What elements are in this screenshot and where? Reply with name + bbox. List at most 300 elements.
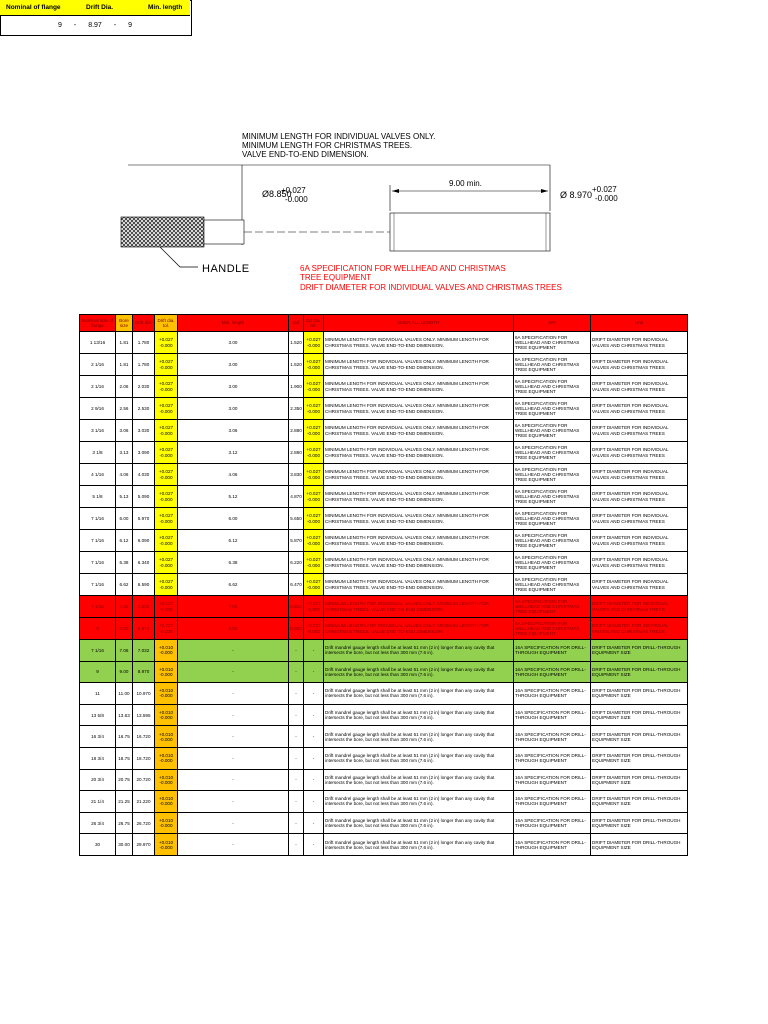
cell-minlength: -	[178, 769, 289, 791]
cell-dd: 2.880	[289, 420, 304, 442]
cell-dd-tol: +0.027 -0.000	[304, 618, 324, 640]
cell-drift-tol: +0.027 -0.000	[155, 574, 178, 596]
col-header-bore: Bore size	[116, 315, 133, 332]
cell-api: 16A SPECIFICATION FOR DRILL-THROUGH EQUIPMENT	[514, 791, 591, 813]
cell-api: 16A SPECIFICATION FOR DRILL-THROUGH EQUIPMENT	[514, 661, 591, 683]
cell-drift: 8.970	[133, 618, 155, 640]
table-row	[80, 618, 688, 640]
cell-api: 6A SPECIFICATION FOR WELLHEAD AND CHRISTMAS TREE EQUIPMENT	[514, 574, 591, 596]
cell-nominal: 21 1/4	[80, 791, 116, 813]
cell-bore: 4.06	[116, 464, 133, 486]
drift-body	[390, 213, 550, 251]
cell-nominal: 16 3/4	[80, 726, 116, 748]
cell-api: 6A SPECIFICATION FOR WELLHEAD AND CHRISTMAS TREE EQUIPMENT	[514, 420, 591, 442]
cell-drift-tol: +0.010 -0.000	[155, 834, 178, 856]
cell-drift: 3.030	[133, 420, 155, 442]
cell-dd: -	[289, 769, 304, 791]
table-row	[80, 398, 688, 420]
cell-drift: 1.780	[133, 332, 155, 354]
cell-bore: 7.06	[116, 596, 133, 618]
cell-drift-tol: +0.027 -0.000	[155, 508, 178, 530]
cell-drift-tol: +0.010 -0.000	[155, 661, 178, 683]
cell-dd-tol: +0.027 -0.000	[304, 596, 324, 618]
summary-header-minlength: Min. length	[148, 4, 183, 11]
cell-oal: Drift mandrel gauge length shall be at least 51 mm (2 in) longer than any cavity that intersects the bore, but not less than 300 mm (7.6 in).	[324, 769, 514, 791]
cell-dd: -	[289, 640, 304, 662]
cell-drift: 3.090	[133, 442, 155, 464]
cell-drift: 7.030	[133, 596, 155, 618]
cell-api: 16A SPECIFICATION FOR DRILL-THROUGH EQUIPMENT	[514, 704, 591, 726]
cell-nominal: 7 1/16	[80, 596, 116, 618]
cell-dd: 2.350	[289, 398, 304, 420]
summary-sep-1: -	[73, 21, 77, 29]
drawing-note-1: MINIMUM LENGTH FOR INDIVIDUAL VALVES ONLY.	[242, 132, 436, 141]
cell-minlength: 4.06	[178, 464, 289, 486]
table-row	[80, 683, 688, 705]
left-tolerance: +0.027 -0.000	[281, 186, 308, 204]
cell-unit: DRIFT DIAMETER FOR INDIVIDUAL VALVES AND CHRISTMAS TREES	[591, 332, 688, 354]
cell-drift-tol: +0.010 -0.000	[155, 812, 178, 834]
cell-bore: 7.06	[116, 640, 133, 662]
cell-minlength: 3.00	[178, 398, 289, 420]
cell-bore: 2.06	[116, 376, 133, 398]
cell-drift-tol: +0.027 -0.000	[155, 464, 178, 486]
cell-drift: 2.530	[133, 398, 155, 420]
cell-drift: 10.970	[133, 683, 155, 705]
cell-dd-tol: +0.027 -0.000	[304, 398, 324, 420]
cell-dd-tol: -	[304, 834, 324, 856]
cell-api: 6A SPECIFICATION FOR WELLHEAD AND CHRISTMAS TREE EQUIPMENT	[514, 486, 591, 508]
cell-drift: 6.590	[133, 574, 155, 596]
cell-unit: DRIFT DIAMETER FOR INDIVIDUAL VALVES AND CHRISTMAS TREES	[591, 530, 688, 552]
handle-shaft	[204, 220, 244, 244]
cell-dd: 5.650	[289, 508, 304, 530]
summary-sep-2: -	[113, 21, 117, 29]
cell-nominal: 1 13/16	[80, 332, 116, 354]
col-header-api: API	[514, 315, 591, 332]
cell-minlength: -	[178, 834, 289, 856]
cell-unit: DRIFT DIAMETER FOR INDIVIDUAL VALVES AND CHRISTMAS TREES	[591, 618, 688, 640]
drawing-note-2: MINIMUM LENGTH FOR CHRISTMAS TREES.	[242, 141, 413, 150]
cell-oal: Drift mandrel gauge length shall be at least 51 mm (2 in) longer than any cavity that intersects the bore, but not less than 300 mm (7.6 in).	[324, 726, 514, 748]
summary-header-nominal: Nominal of flange	[6, 4, 61, 11]
cell-nominal: 13 5/8	[80, 704, 116, 726]
cell-dd: -	[289, 834, 304, 856]
cell-dd: 6.220	[289, 552, 304, 574]
cell-unit: DRIFT DIAMETER FOR INDIVIDUAL VALVES AND CHRISTMAS TREES	[591, 354, 688, 376]
cell-dd: 8.850	[289, 618, 304, 640]
cell-bore: 9.00	[116, 618, 133, 640]
cell-dd: -	[289, 791, 304, 813]
cell-oal: MINIMUM LENGTH FOR INDIVIDUAL VALVES ONLY. MINIMUM LENGTH FOR CHRISTMAS TREES. VALVE END-TO-END DIMENSION.	[324, 574, 514, 596]
cell-oal: MINIMUM LENGTH FOR INDIVIDUAL VALVES ONLY. MINIMUM LENGTH FOR CHRISTMAS TREES. VALVE END-TO-END DIMENSION.	[324, 508, 514, 530]
cell-oal: Drift mandrel gauge length shall be at least 51 mm (2 in) longer than any cavity that intersects the bore, but not less than 300 mm (7.6 in).	[324, 640, 514, 662]
cell-bore: 16.75	[116, 726, 133, 748]
cell-drift: 29.970	[133, 834, 155, 856]
summary-value-nominal: 9	[57, 21, 62, 29]
cell-nominal: 2 9/16	[80, 398, 116, 420]
cell-minlength: -	[178, 704, 289, 726]
cell-bore: 6.38	[116, 552, 133, 574]
cell-drift: 2.030	[133, 376, 155, 398]
diameter-symbol-icon: Ø	[262, 189, 270, 199]
cell-dd-tol: +0.027 -0.000	[304, 530, 324, 552]
cell-oal: MINIMUM LENGTH FOR INDIVIDUAL VALVES ONLY. MINIMUM LENGTH FOR CHRISTMAS TREES. VALVE END-TO-END DIMENSION.	[324, 486, 514, 508]
table-row	[80, 332, 688, 354]
cell-oal: MINIMUM LENGTH FOR INDIVIDUAL VALVES ONLY. MINIMUM LENGTH FOR CHRISTMAS TREES. VALVE END-TO-END DIMENSION.	[324, 332, 514, 354]
cell-api: 6A SPECIFICATION FOR WELLHEAD AND CHRISTMAS TREE EQUIPMENT	[514, 442, 591, 464]
cell-dd-tol: +0.027 -0.000	[304, 332, 324, 354]
cell-unit: DRIFT DIAMETER FOR DRILL-THROUGH EQUIPMENT SIZE	[591, 769, 688, 791]
table-row	[80, 530, 688, 552]
cell-api: 6A SPECIFICATION FOR WELLHEAD AND CHRISTMAS TREE EQUIPMENT	[514, 354, 591, 376]
cell-unit: DRIFT DIAMETER FOR DRILL-THROUGH EQUIPMENT SIZE	[591, 834, 688, 856]
cell-oal: Drift mandrel gauge length shall be at least 51 mm (2 in) longer than any cavity that intersects the bore, but not less than 300 mm (7.6 in).	[324, 661, 514, 683]
spec-title: 6A SPECIFICATION FOR WELLHEAD AND CHRISTMAS TREE EQUIPMENT	[300, 264, 506, 282]
cell-dd: 1.520	[289, 354, 304, 376]
cell-unit: DRIFT DIAMETER FOR DRILL-THROUGH EQUIPMENT SIZE	[591, 661, 688, 683]
cell-nominal: 18 3/4	[80, 747, 116, 769]
cell-dd: 6.470	[289, 574, 304, 596]
cell-bore: 13.63	[116, 704, 133, 726]
cell-nominal: 9	[80, 661, 116, 683]
cell-bore: 30.00	[116, 834, 133, 856]
table-row	[80, 791, 688, 813]
cell-api: 16A SPECIFICATION FOR DRILL-THROUGH EQUIPMENT	[514, 834, 591, 856]
table-row	[80, 769, 688, 791]
cell-oal: MINIMUM LENGTH FOR INDIVIDUAL VALVES ONLY. MINIMUM LENGTH FOR CHRISTMAS TREES. VALVE END-TO-END DIMENSION.	[324, 464, 514, 486]
cell-dd: 2.880	[289, 442, 304, 464]
cell-dd-tol: +0.027 -0.000	[304, 574, 324, 596]
col-header-dd-tol: Dd dia. tol.	[304, 315, 324, 332]
cell-dd-tol: -	[304, 704, 324, 726]
cell-oal: Drift mandrel gauge length shall be at least 51 mm (2 in) longer than any cavity that intersects the bore, but not less than 300 mm (7.6 in).	[324, 791, 514, 813]
cell-nominal: 30	[80, 834, 116, 856]
table-header-row	[80, 315, 688, 332]
length-label: 9.00 min.	[449, 179, 482, 188]
cell-nominal: 3 1/16	[80, 420, 116, 442]
cell-nominal: 4 1/16	[80, 464, 116, 486]
cell-dd: -	[289, 812, 304, 834]
cell-minlength: 3.12	[178, 442, 289, 464]
cell-unit: DRIFT DIAMETER FOR INDIVIDUAL VALVES AND CHRISTMAS TREES	[591, 442, 688, 464]
cell-minlength: 6.38	[178, 552, 289, 574]
table-row	[80, 747, 688, 769]
table-row	[80, 812, 688, 834]
cell-nominal: 7 1/16	[80, 574, 116, 596]
col-header-unit: Unit	[591, 315, 688, 332]
cell-bore: 9.00	[116, 661, 133, 683]
cell-dd-tol: -	[304, 791, 324, 813]
summary-header	[0, 0, 190, 16]
cell-api: 6A SPECIFICATION FOR WELLHEAD AND CHRISTMAS TREE EQUIPMENT	[514, 530, 591, 552]
cell-unit: DRIFT DIAMETER FOR DRILL-THROUGH EQUIPMENT SIZE	[591, 726, 688, 748]
cell-minlength: 3.00	[178, 354, 289, 376]
cell-drift-tol: +0.010 -0.000	[155, 791, 178, 813]
cell-drift-tol: +0.027 -0.000	[155, 332, 178, 354]
cell-oal: MINIMUM LENGTH FOR INDIVIDUAL VALVES ONLY. MINIMUM LENGTH FOR CHRISTMAS TREES. VALVE END-TO-END DIMENSION.	[324, 398, 514, 420]
cell-oal: Drift mandrel gauge length shall be at least 51 mm (2 in) longer than any cavity that intersects the bore, but not less than 300 mm (7.6 in).	[324, 704, 514, 726]
cell-drift: 7.032	[133, 640, 155, 662]
cell-dd-tol: +0.027 -0.000	[304, 486, 324, 508]
summary-box	[0, 0, 192, 36]
cell-api: 16A SPECIFICATION FOR DRILL-THROUGH EQUIPMENT	[514, 683, 591, 705]
cell-nominal: 3 1/8	[80, 442, 116, 464]
table-row	[80, 354, 688, 376]
cell-bore: 1.81	[116, 354, 133, 376]
cell-dd-tol: +0.027 -0.000	[304, 420, 324, 442]
cell-oal: MINIMUM LENGTH FOR INDIVIDUAL VALVES ONLY. MINIMUM LENGTH FOR CHRISTMAS TREES. VALVE END-TO-END DIMENSION.	[324, 354, 514, 376]
cell-api: 16A SPECIFICATION FOR DRILL-THROUGH EQUIPMENT	[514, 747, 591, 769]
cell-minlength: -	[178, 812, 289, 834]
drift-spec-table	[79, 314, 688, 856]
table-row	[80, 661, 688, 683]
table-row	[80, 376, 688, 398]
cell-dd-tol: -	[304, 812, 324, 834]
cell-nominal: 7 1/16	[80, 552, 116, 574]
cell-oal: Drift mandrel gauge length shall be at least 51 mm (2 in) longer than any cavity that intersects the bore, but not less than 300 mm (7.6 in).	[324, 747, 514, 769]
cell-oal: MINIMUM LENGTH FOR INDIVIDUAL VALVES ONLY. MINIMUM LENGTH FOR CHRISTMAS TREES. VALVE END-TO-END DIMENSION.	[324, 376, 514, 398]
col-header-dd: Dd	[289, 315, 304, 332]
cell-unit: DRIFT DIAMETER FOR DRILL-THROUGH EQUIPMENT SIZE	[591, 747, 688, 769]
cell-dd: -	[289, 661, 304, 683]
cell-oal: MINIMUM LENGTH FOR INDIVIDUAL VALVES ONLY. MINIMUM LENGTH FOR CHRISTMAS TREES. VALVE END-TO-END DIMENSION.	[324, 442, 514, 464]
cell-api: 6A SPECIFICATION FOR WELLHEAD AND CHRISTMAS TREE EQUIPMENT	[514, 508, 591, 530]
cell-dd: -	[289, 704, 304, 726]
cell-drift: 5.090	[133, 486, 155, 508]
col-header-drift: Drift dia.	[133, 315, 155, 332]
cell-minlength: 7.06	[178, 596, 289, 618]
cell-bore: 1.81	[116, 332, 133, 354]
cell-drift-tol: +0.027 -0.000	[155, 618, 178, 640]
cell-minlength: -	[178, 726, 289, 748]
cell-dd-tol: +0.027 -0.000	[304, 508, 324, 530]
drawing-note-3: VALVE END-TO-END DIMENSION.	[242, 150, 369, 159]
cell-drift-tol: +0.010 -0.000	[155, 704, 178, 726]
cell-oal: MINIMUM LENGTH FOR INDIVIDUAL VALVES ONLY. MINIMUM LENGTH FOR CHRISTMAS TREES. VALVE END-TO-END DIMENSION.	[324, 420, 514, 442]
cell-drift-tol: +0.010 -0.000	[155, 640, 178, 662]
col-header-oal: OVER ALL LENGTH	[324, 315, 514, 332]
table-row	[80, 552, 688, 574]
cell-bore: 3.06	[116, 420, 133, 442]
cell-bore: 26.75	[116, 812, 133, 834]
right-tolerance: +0.027 -0.000	[592, 185, 618, 203]
cell-bore: 6.12	[116, 530, 133, 552]
cell-minlength: 3.00	[178, 332, 289, 354]
cell-drift-tol: +0.027 -0.000	[155, 596, 178, 618]
col-header-nominal: Nominal size of flange	[80, 315, 116, 332]
cell-minlength: 5.12	[178, 486, 289, 508]
cell-drift: 5.970	[133, 508, 155, 530]
cell-minlength: 6.12	[178, 530, 289, 552]
drift-diameter-title: DRIFT DIAMETER FOR INDIVIDUAL VALVES AND CHRISTMAS TREES	[300, 283, 562, 292]
cell-unit: DRIFT DIAMETER FOR INDIVIDUAL VALVES AND CHRISTMAS TREES	[591, 508, 688, 530]
cell-nominal: 7 1/16	[80, 640, 116, 662]
table-row	[80, 508, 688, 530]
cell-bore: 11.00	[116, 683, 133, 705]
cell-oal: MINIMUM LENGTH FOR INDIVIDUAL VALVES ONLY. MINIMUM LENGTH FOR CHRISTMAS TREES. VALVE END-TO-END DIMENSION.	[324, 596, 514, 618]
cell-drift-tol: +0.027 -0.000	[155, 420, 178, 442]
cell-bore: 6.00	[116, 508, 133, 530]
handle-leader-line	[160, 247, 198, 267]
cell-bore: 18.75	[116, 747, 133, 769]
cell-drift-tol: +0.010 -0.000	[155, 726, 178, 748]
cell-dd-tol: +0.027 -0.000	[304, 464, 324, 486]
cell-api: 6A SPECIFICATION FOR WELLHEAD AND CHRISTMAS TREE EQUIPMENT	[514, 398, 591, 420]
cell-drift-tol: +0.027 -0.000	[155, 376, 178, 398]
cell-bore: 6.62	[116, 574, 133, 596]
cell-unit: DRIFT DIAMETER FOR DRILL-THROUGH EQUIPMENT SIZE	[591, 704, 688, 726]
cell-oal: Drift mandrel gauge length shall be at least 51 mm (2 in) longer than any cavity that intersects the bore, but not less than 300 mm (7.6 in).	[324, 812, 514, 834]
cell-dd-tol: +0.027 -0.000	[304, 442, 324, 464]
cell-bore: 2.56	[116, 398, 133, 420]
cell-dd-tol: -	[304, 640, 324, 662]
cell-dd: -	[289, 726, 304, 748]
col-header-minlength: Min. length	[178, 315, 289, 332]
table-row	[80, 834, 688, 856]
cell-api: 16A SPECIFICATION FOR DRILL-THROUGH EQUIPMENT	[514, 812, 591, 834]
table-body	[80, 332, 688, 856]
cell-nominal: 20 3/4	[80, 769, 116, 791]
table-row	[80, 464, 688, 486]
table-row	[80, 420, 688, 442]
cell-dd-tol: -	[304, 726, 324, 748]
summary-header-drift: Drift Dia.	[86, 4, 114, 11]
cell-api: 16A SPECIFICATION FOR DRILL-THROUGH EQUIPMENT	[514, 726, 591, 748]
cell-unit: DRIFT DIAMETER FOR INDIVIDUAL VALVES AND CHRISTMAS TREES	[591, 574, 688, 596]
cell-minlength: -	[178, 747, 289, 769]
summary-value-drift: 8.97	[88, 21, 102, 29]
cell-nominal: 2 1/16	[80, 376, 116, 398]
cell-minlength: 3.00	[178, 376, 289, 398]
cell-minlength: 6.62	[178, 574, 289, 596]
cell-minlength: -	[178, 661, 289, 683]
cell-unit: DRIFT DIAMETER FOR INDIVIDUAL VALVES AND CHRISTMAS TREES	[591, 420, 688, 442]
cell-dd: -	[289, 747, 304, 769]
cell-minlength: -	[178, 791, 289, 813]
cell-api: 6A SPECIFICATION FOR WELLHEAD AND CHRISTMAS TREE EQUIPMENT	[514, 618, 591, 640]
cell-unit: DRIFT DIAMETER FOR DRILL-THROUGH EQUIPMENT SIZE	[591, 683, 688, 705]
table-row	[80, 596, 688, 618]
cell-drift-tol: +0.027 -0.000	[155, 486, 178, 508]
cell-drift-tol: +0.010 -0.000	[155, 769, 178, 791]
table-row	[80, 574, 688, 596]
cell-api: 6A SPECIFICATION FOR WELLHEAD AND CHRISTMAS TREE EQUIPMENT	[514, 332, 591, 354]
cell-drift: 6.340	[133, 552, 155, 574]
handle-knurled-grip	[121, 217, 204, 247]
cell-drift-tol: +0.027 -0.000	[155, 552, 178, 574]
cell-oal: MINIMUM LENGTH FOR INDIVIDUAL VALVES ONLY. MINIMUM LENGTH FOR CHRISTMAS TREES. VALVE END-TO-END DIMENSION.	[324, 552, 514, 574]
cell-minlength: 3.06	[178, 420, 289, 442]
cell-drift: 26.720	[133, 812, 155, 834]
diameter-symbol-icon: Ø	[560, 190, 568, 200]
cell-nominal: 2 1/16	[80, 354, 116, 376]
cell-drift: 20.720	[133, 769, 155, 791]
cell-unit: DRIFT DIAMETER FOR INDIVIDUAL VALVES AND CHRISTMAS TREES	[591, 376, 688, 398]
cell-minlength: -	[178, 640, 289, 662]
col-header-drift-tol: Drift dia. tol.	[155, 315, 178, 332]
cell-dd-tol: +0.027 -0.000	[304, 552, 324, 574]
right-diameter-label: Ø 8.970	[560, 190, 593, 200]
cell-drift: 4.030	[133, 464, 155, 486]
cell-api: 6A SPECIFICATION FOR WELLHEAD AND CHRISTMAS TREE EQUIPMENT	[514, 376, 591, 398]
cell-nominal: 26 3/4	[80, 812, 116, 834]
cell-drift-tol: +0.010 -0.000	[155, 747, 178, 769]
table-row	[80, 640, 688, 662]
cell-bore: 21.25	[116, 791, 133, 813]
cell-dd: -	[289, 683, 304, 705]
cell-bore: 5.13	[116, 486, 133, 508]
cell-api: 16A SPECIFICATION FOR DRILL-THROUGH EQUIPMENT	[514, 640, 591, 662]
cell-unit: DRIFT DIAMETER FOR INDIVIDUAL VALVES AND CHRISTMAS TREES	[591, 596, 688, 618]
cell-unit: DRIFT DIAMETER FOR INDIVIDUAL VALVES AND CHRISTMAS TREES	[591, 398, 688, 420]
cell-unit: DRIFT DIAMETER FOR INDIVIDUAL VALVES AND CHRISTMAS TREES	[591, 552, 688, 574]
cell-oal: MINIMUM LENGTH FOR INDIVIDUAL VALVES ONLY. MINIMUM LENGTH FOR CHRISTMAS TREES. VALVE END-TO-END DIMENSION.	[324, 618, 514, 640]
cell-dd-tol: -	[304, 769, 324, 791]
cell-dd: 1.520	[289, 332, 304, 354]
cell-dd: 6.810	[289, 596, 304, 618]
cell-bore: 3.13	[116, 442, 133, 464]
cell-drift: 1.780	[133, 354, 155, 376]
cell-oal: Drift mandrel gauge length shall be at least 51 mm (2 in) longer than any cavity that intersects the bore, but not less than 300 mm (7.6 in).	[324, 683, 514, 705]
table-row	[80, 442, 688, 464]
cell-drift-tol: +0.027 -0.000	[155, 398, 178, 420]
summary-value-minlength: 9	[128, 21, 133, 29]
cell-nominal: 5 1/8	[80, 486, 116, 508]
cell-dd: 1.900	[289, 376, 304, 398]
cell-drift-tol: +0.027 -0.000	[155, 442, 178, 464]
cell-drift: 8.970	[133, 661, 155, 683]
handle-label: HANDLE	[202, 263, 250, 275]
cell-nominal: 11	[80, 683, 116, 705]
cell-dd: 5.870	[289, 530, 304, 552]
cell-unit: DRIFT DIAMETER FOR INDIVIDUAL VALVES AND CHRISTMAS TREES	[591, 464, 688, 486]
table-row	[80, 486, 688, 508]
cell-oal: Drift mandrel gauge length shall be at least 51 mm (2 in) longer than any cavity that intersects the bore, but not less than 300 mm (7.6 in).	[324, 834, 514, 856]
cell-unit: DRIFT DIAMETER FOR DRILL-THROUGH EQUIPMENT SIZE	[591, 791, 688, 813]
cell-nominal: 9	[80, 618, 116, 640]
cell-dd: 3.830	[289, 464, 304, 486]
cell-minlength: -	[178, 683, 289, 705]
cell-nominal: 7 1/16	[80, 530, 116, 552]
cell-api: 16A SPECIFICATION FOR DRILL-THROUGH EQUIPMENT	[514, 769, 591, 791]
cell-drift: 6.090	[133, 530, 155, 552]
summary-values	[0, 16, 190, 34]
cell-minlength: 6.00	[178, 508, 289, 530]
cell-dd-tol: +0.027 -0.000	[304, 376, 324, 398]
cell-drift: 21.220	[133, 791, 155, 813]
table-row	[80, 726, 688, 748]
cell-dd-tol: -	[304, 683, 324, 705]
cell-dd-tol: -	[304, 747, 324, 769]
cell-dd-tol: -	[304, 661, 324, 683]
cell-drift-tol: +0.027 -0.000	[155, 354, 178, 376]
cell-drift-tol: +0.010 -0.000	[155, 683, 178, 705]
cell-dd: 4.870	[289, 486, 304, 508]
cell-api: 6A SPECIFICATION FOR WELLHEAD AND CHRISTMAS TREE EQUIPMENT	[514, 596, 591, 618]
cell-drift: 16.720	[133, 726, 155, 748]
cell-bore: 20.75	[116, 769, 133, 791]
cell-unit: DRIFT DIAMETER FOR INDIVIDUAL VALVES AND CHRISTMAS TREES	[591, 486, 688, 508]
cell-oal: MINIMUM LENGTH FOR INDIVIDUAL VALVES ONLY. MINIMUM LENGTH FOR CHRISTMAS TREES. VALVE END-TO-END DIMENSION.	[324, 530, 514, 552]
cell-drift-tol: +0.027 -0.000	[155, 530, 178, 552]
table-row	[80, 704, 688, 726]
cell-api: 6A SPECIFICATION FOR WELLHEAD AND CHRISTMAS TREE EQUIPMENT	[514, 464, 591, 486]
cell-nominal: 7 1/16	[80, 508, 116, 530]
left-diameter-label: Ø8.850	[262, 189, 292, 199]
cell-drift: 18.720	[133, 747, 155, 769]
cell-unit: DRIFT DIAMETER FOR DRILL-THROUGH EQUIPMENT SIZE	[591, 640, 688, 662]
